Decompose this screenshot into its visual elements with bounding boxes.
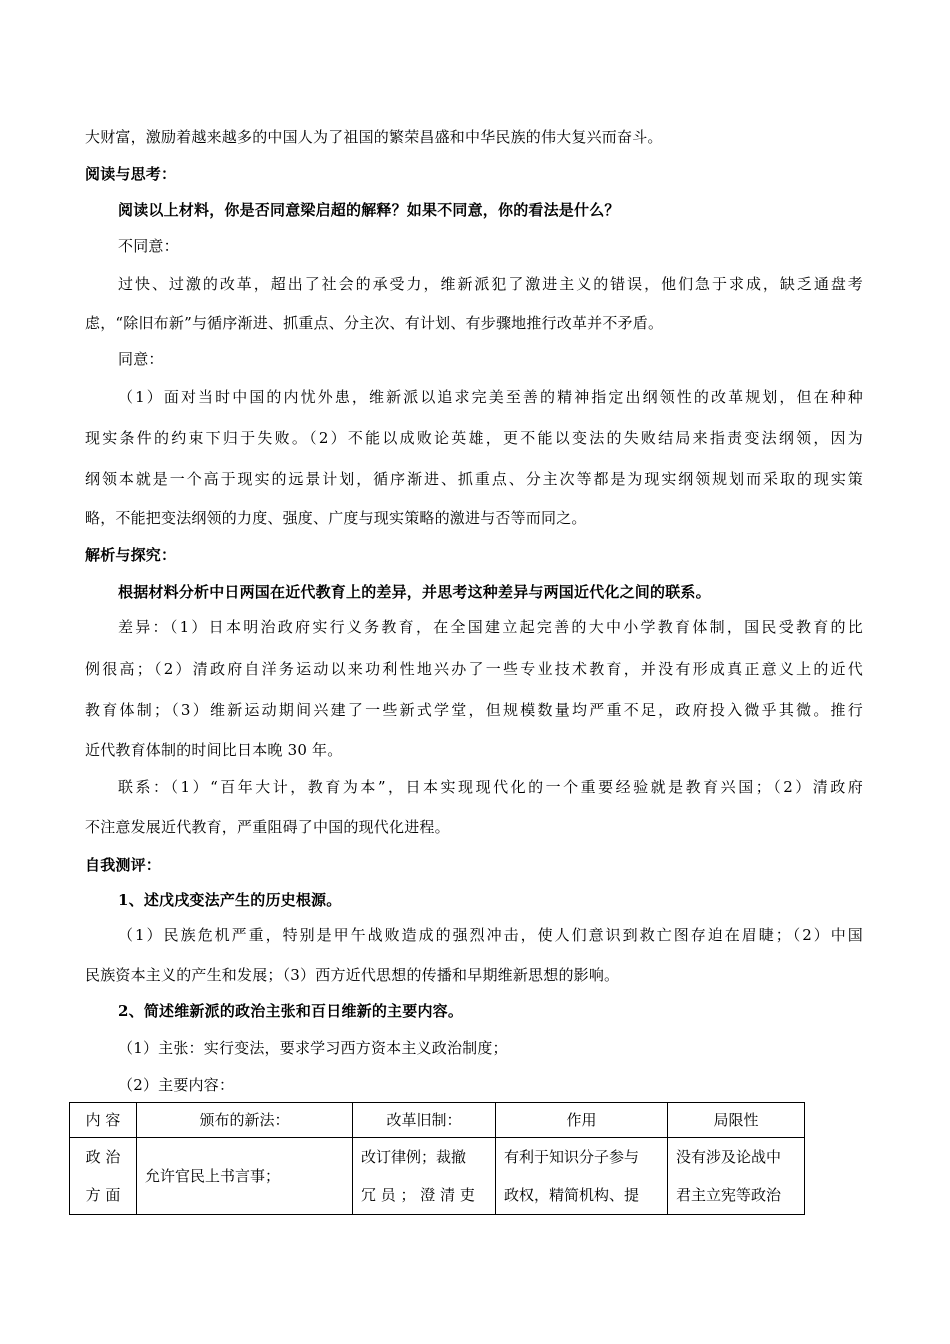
- paragraph-line: （1）主张：实行变法，要求学习西方资本主义政治制度；: [118, 1039, 508, 1057]
- paragraph-line: 差异：（1）日本明治政府实行义务教育，在全国建立起完善的大中小学教育体制，国民受教育的比: [118, 618, 863, 636]
- cell-line: 君主立宪等政治: [676, 1186, 782, 1204]
- cell-line: 政 治: [85, 1148, 121, 1166]
- paragraph-line: 纲领本就是一个高于现实的远景计划，循序渐进、抓重点、分主次等都是为现实纲领规划而采取的现实策: [85, 470, 863, 488]
- paragraph-line: 不同意：: [118, 237, 179, 255]
- paragraph-line: 不注意发展近代教育，严重阻碍了中国的现代化进程。: [85, 818, 450, 836]
- paragraph-line: 例很高；（2）清政府自洋务运动以来功利性地兴办了一些专业技术教育，并没有形成真正意义上的近代: [85, 660, 863, 678]
- table-header-cell: 内 容: [70, 1103, 137, 1138]
- section-heading-reading: 阅读与思考：: [85, 165, 177, 183]
- paragraph-line: 现实条件的约束下归于失败。（2）不能以成败论英雄，更不能以变法的失败结局来指责变法纲领，因为: [85, 429, 863, 447]
- table-cell-limit: [668, 1138, 805, 1215]
- paragraph-line: 略，不能把变法纲领的力度、强度、广度与现实策略的激进与否等而同之。: [85, 509, 587, 527]
- table-row: [70, 1138, 805, 1215]
- question-line: 阅读以上材料，你是否同意梁启超的解释？如果不同意，你的看法是什么？: [118, 201, 620, 219]
- paragraph-line: （1）面对当时中国的内忧外患，维新派以追求完美至善的精神指定出纲领性的改革规划，但在种种: [118, 388, 863, 406]
- cell-line: 政权，精简机构、提: [504, 1186, 640, 1204]
- paragraph-line: 大财富，激励着越来越多的中国人为了祖国的繁荣昌盛和中华民族的伟大复兴而奋斗。: [85, 128, 663, 146]
- table-cell-old-reform: [353, 1138, 496, 1215]
- paragraph-line: 同意：: [118, 350, 164, 368]
- paragraph-line: 近代教育体制的时间比日本晚 30 年。: [85, 741, 343, 759]
- paragraph-line: 虑，“除旧布新”与循序渐进、抓重点、分主次、有计划、有步骤地推行改革并不矛盾。: [85, 314, 664, 332]
- question-line: 2、简述维新派的政治主张和百日维新的主要内容。: [118, 1002, 464, 1020]
- table-header-cell: 局限性: [668, 1103, 805, 1138]
- table-cell-category: [70, 1138, 137, 1215]
- paragraph-line: （2）主要内容：: [118, 1076, 235, 1094]
- cell-line: 有利于知识分子参与: [504, 1148, 640, 1166]
- paragraph-line: 民族资本主义的产生和发展；（3）西方近代思想的传播和早期维新思想的影响。: [85, 966, 620, 984]
- cell-line: 改订律例；裁撤: [361, 1148, 467, 1166]
- table-cell-new-law: [137, 1138, 353, 1215]
- cell-line: 冗 员 ； 澄 清 吏: [361, 1186, 475, 1204]
- reform-content-table: [69, 1102, 805, 1215]
- paragraph-line: 教育体制；（3）维新运动期间兴建了一些新式学堂，但规模数量均严重不足，政府投入微乎其微。推行: [85, 701, 863, 719]
- table-header-row: [70, 1103, 805, 1138]
- table-header-cell: 作用: [496, 1103, 668, 1138]
- cell-line: 没有涉及论战中: [676, 1148, 782, 1166]
- paragraph-line: 过快、过激的改革，超出了社会的承受力，维新派犯了激进主义的错误，他们急于求成，缺乏通盘考: [118, 275, 863, 293]
- paragraph-line: 联系：（1）“百年大计，教育为本”，日本实现现代化的一个重要经验就是教育兴国；（2）清政府: [118, 778, 863, 796]
- table-header-cell: 改革旧制：: [353, 1103, 496, 1138]
- section-heading-analysis: 解析与探究：: [85, 546, 177, 564]
- section-heading-self-test: 自我测评：: [85, 856, 162, 874]
- table-header-cell: 颁布的新法：: [137, 1103, 353, 1138]
- question-line: 根据材料分析中日两国在近代教育上的差异，并思考这种差异与两国近代化之间的联系。: [118, 583, 711, 601]
- cell-line: 方 面: [85, 1186, 121, 1204]
- cell-line: 允许官民上书言事；: [145, 1167, 281, 1185]
- table-cell-effect: [496, 1138, 668, 1215]
- question-line: 1、述戊戌变法产生的历史根源。: [118, 891, 342, 909]
- paragraph-line: （1）民族危机严重，特别是甲午战败造成的强烈冲击，使人们意识到救亡图存迫在眉睫；（2）中国: [118, 926, 863, 944]
